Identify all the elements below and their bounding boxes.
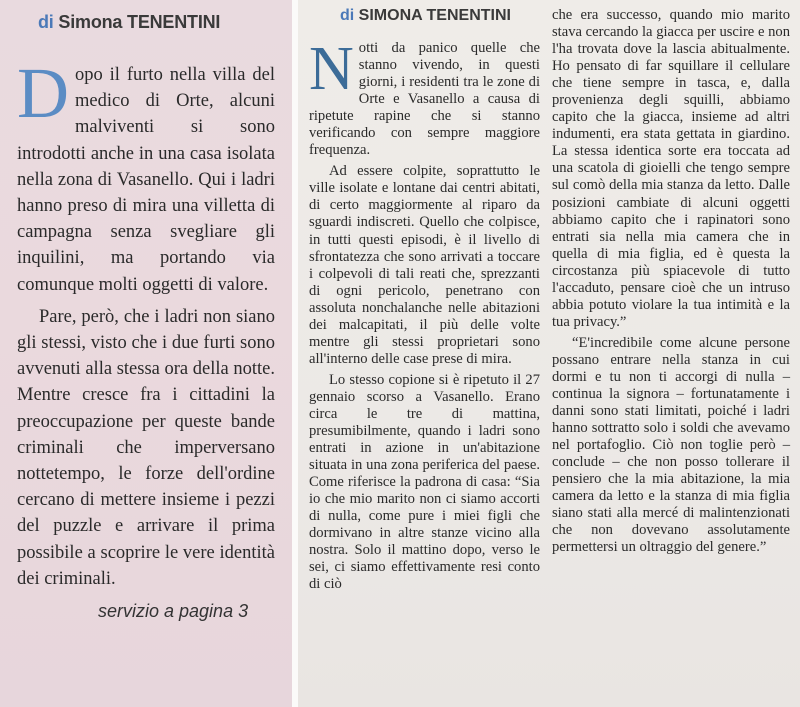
left-clipping	[0, 0, 292, 707]
byline	[340, 7, 511, 25]
article-column-2	[552, 7, 790, 557]
right-clipping	[298, 0, 800, 707]
paragraph: Ad essere colpite, soprattutto le ville isolate e lontane dai centri abitati, di certo maggiormente al riparo da sguardi indiscreti. Quello che colpisce, in tutti questi episodi, è il livello di sfrontatezza che sono arrivati a toccare i colpevoli di tali reati che, sprezzanti di ogni pericolo, penetrano con assoluta nonchalanche nelle abitazioni dei malcapitati, il più delle volte mentre gli stessi proprietari sono all'interno delle case prese di mira.	[309, 163, 540, 367]
paragraph: Pare, però, che i ladri non siano gli stessi, visto che i due furti sono avvenuti alla stessa ora della notte. Mentre cresce fra i cittadini la preoccupazione per queste bande criminali che imperversano nottetempo, le forze dell'ordine cercano di mettere insieme i pezzi del puzzle e arrivare il prima possibile a scoprire le vere identità dei criminali.	[17, 306, 275, 589]
byline-prefix: di	[340, 7, 355, 24]
author-name: SIMONA TENENTINI	[358, 7, 511, 24]
paragraph: che era successo, quando mio marito stava cercando la giacca per uscire e non l'ha trovata dove la lascia abitualmente. Ho pensato di far squillare il cellulare che tiene sempre in tasca, e, dalla provenienza degli squilli, abbiamo capito che la giacca, insieme ad altri indumenti, era stata gettata in giardino. La stessa identica sorte era toccata ad una scatola di gioielli che tengo sempre sul comò della mia stanza da letto. Dalle posizioni cambiate di alcuni oggetti abbiamo capito che i rapinatori sono entrati sia nella mia camera che in quella di mia figlia, ed è questa la circostanza più spiacevole di tutto l'accaduto, pensare cioè che un intruso abbia potuto violare la tua intimità e la tua privacy.”	[552, 7, 790, 330]
page-reference: servizio a pagina 3	[98, 601, 249, 621]
byline	[38, 12, 220, 33]
author-name: Simona TENENTINI	[58, 12, 221, 32]
article-body	[17, 53, 275, 592]
paragraph-text: opo il furto nella villa del medico di Orte, alcuni malviventi si sono introdotti anche in una casa isolata nella zona di Vasanello. Qui i ladri hanno preso di mira una villetta di campagna senza svegliare gli inquilini, ma portando via comunque molti oggetti di valore.	[17, 65, 275, 295]
paragraph: Lo stesso copione si è ripetuto il 27 gennaio scorso a Vasanello. Erano circa le tre di mattina, presumibilmente, quando i ladri sono entrati in azione in un'abitazione situata in una zona periferica del paese. Come riferisce la padrona di casa: “Sia io che mio marito non ci siamo accorti di nulla, come pure i miei figli che dormivano in altre stanze vicino alla nostra. Solo il mattino dopo, verso le sei, ci siamo effettivamente resi conto di ciò	[309, 371, 540, 593]
drop-cap: D	[17, 53, 69, 133]
paragraph: “E'incredibile come alcune persone possano entrare nella stanza in cui dormi e tu non ti accorgi di nulla – continua la signora – fortunatamente i danni sono stati limitati, poiché i ladri hanno sottratto solo i soldi che avevamo nel portafoglio. Ciò non toglie però – conclude – che non posso tollerare il pensiero che la mia abitazione, la mia camera da letto e la stanza di mia figlia siano stati alla mercé di malintenzionati che non dovevano assolutamente permettersi un oltraggio del genere.”	[552, 334, 790, 556]
drop-cap: N	[309, 35, 354, 103]
byline-prefix: di	[38, 12, 54, 32]
paragraph	[17, 53, 275, 298]
paragraph	[309, 35, 540, 159]
article-column-1	[309, 35, 540, 594]
paragraph-text: otti da panico quelle che stanno vivendo, in questi giorni, i residenti tra le zone di Orte e Vasanello a causa di ripetute rapine che si stanno verificando con sempre maggiore frequenza.	[309, 40, 540, 159]
